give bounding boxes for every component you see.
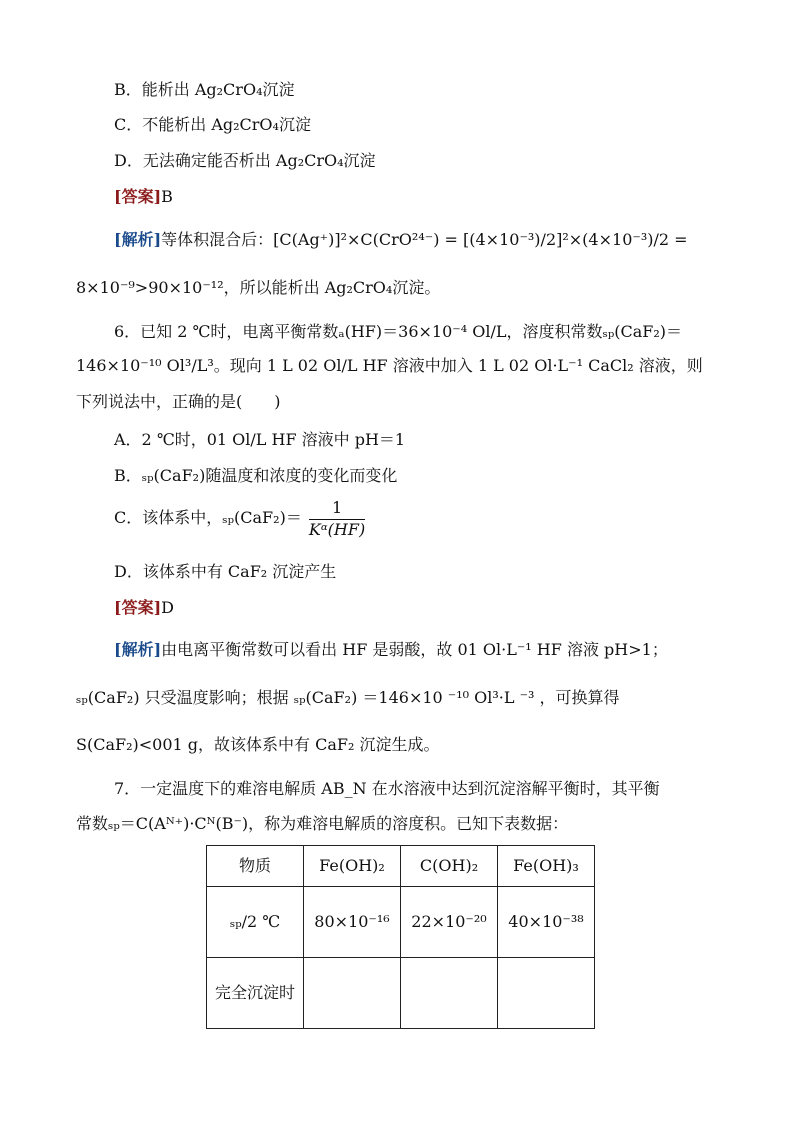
table-header-cell: Fe(OH)₃ [498,846,595,887]
table-cell [401,958,498,1029]
data-table [206,845,595,1029]
option-d: D．无法确定能否析出 Ag₂CrO₄沉淀 [114,151,376,170]
q7-line1: 7．一定温度下的难溶电解质 AB_N 在水溶液中达到沉淀溶解平衡时，其平衡 [114,779,660,798]
analysis-text: 等体积混合后：[C(Ag⁺)]²×C(CrO²⁴⁻) = [(4×10⁻³)/2]²×(4×10⁻³)/2 = [161,230,688,249]
table-cell [498,958,595,1029]
answer-tag: [答案] [114,598,162,617]
table-row [207,887,595,958]
table-cell [304,958,401,1029]
table-header-cell: C(OH)₂ [401,846,498,887]
option-c-prefix: C．该体系中，ₛₚ(CaF₂)＝ [114,508,302,527]
table-header-row [207,846,595,887]
analysis6-line1 [114,639,668,661]
answer-tag: [答案] [114,187,162,206]
answer-prev [114,186,173,208]
analysis6-line3: S(CaF₂)<001 g，故该体系中有 CaF₂ 沉淀生成。 [76,735,440,754]
table-cell-label: ₛₚ/2 ℃ [207,887,304,958]
answer-value: B [161,187,173,206]
q6-line3: 下列说法中，正确的是( ) [76,392,281,411]
analysis-prev-line1 [114,229,688,251]
analysis6-line2: ₛₚ(CaF₂) 只受温度影响；根据 ₛₚ(CaF₂) ＝146×10 ⁻¹⁰ Ol³·L ⁻³ ，可换算得 [76,688,620,707]
table-header-cell: Fe(OH)₂ [304,846,401,887]
q6-line2: 146×10⁻¹⁰ Ol³/L³。现向 1 L 02 Ol/L HF 溶液中加入 1 L 02 Ol·L⁻¹ CaCl₂ 溶液，则 [76,356,703,375]
analysis-prev-line2: 8×10⁻⁹>90×10⁻¹²，所以能析出 Ag₂CrO₄沉淀。 [76,278,441,297]
table-header-cell: 物质 [207,846,304,887]
q6-option-b: B．ₛₚ(CaF₂)随温度和浓度的变化而变化 [114,466,398,485]
table-cell: 22×10⁻²⁰ [401,887,498,958]
q7-line2: 常数ₛₚ＝C(Aᴺ⁺)·Cᴺ(B⁻)，称为难溶电解质的溶度积。已知下表数据： [76,814,569,833]
analysis-tag: [解析] [114,640,162,659]
table-cell-label: 完全沉淀时 [207,958,304,1029]
q6-option-d: D．该体系中有 CaF₂ 沉淀产生 [114,562,337,581]
answer-6 [114,597,174,619]
fraction-numerator: 1 [309,498,365,520]
table-cell: 80×10⁻¹⁶ [304,887,401,958]
analysis-text: 由电离平衡常数可以看出 HF 是弱酸，故 01 Ol·L⁻¹ HF 溶液 pH>1； [161,640,668,659]
option-b: B．能析出 Ag₂CrO₄沉淀 [114,80,295,99]
analysis-tag: [解析] [114,230,162,249]
q6-line1: 6．已知 2 ℃时，电离平衡常数ₐ(HF)＝36×10⁻⁴ Ol/L，溶度积常数ₛₚ(CaF₂)＝ [114,322,683,341]
table-cell: 40×10⁻³⁸ [498,887,595,958]
answer-value: D [161,598,174,617]
table-row [207,958,595,1029]
q6-option-c [114,497,365,540]
q6-option-a: A．2 ℃时，01 Ol/L HF 溶液中 pH＝1 [114,430,406,449]
fraction [309,498,365,540]
option-c: C．不能析出 Ag₂CrO₄沉淀 [114,115,311,134]
fraction-denominator: Kᵅ(HF) [308,519,366,539]
